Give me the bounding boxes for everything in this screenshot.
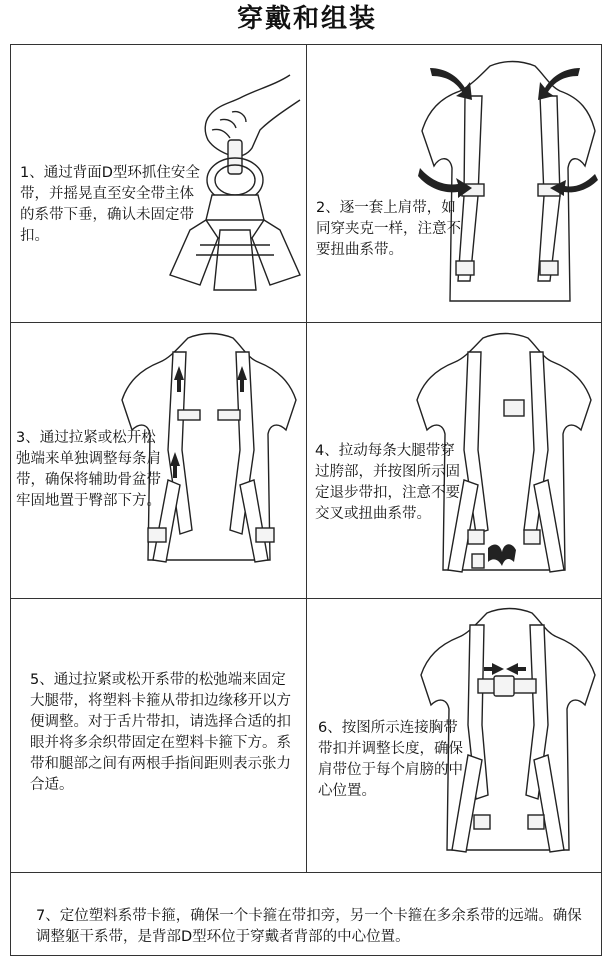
step-3-text: 3、通过拉紧或松开松弛端来单独调整每条肩带，确保将辅助骨盆带牢固地置于臀部下方。 (16, 430, 161, 509)
torso-harness-shoulder-arrows-icon (410, 56, 600, 311)
hand-holding-harness-icon (160, 70, 310, 300)
row-divider (10, 872, 602, 873)
page-title: 穿戴和组装 (236, 4, 377, 34)
step-1-text: 1、通过背面D型环抓住安全带，并摇晃直至安全带主体的系带下垂，确认未固定带扣。 (20, 165, 200, 244)
step-6-text: 6、按图所示连接胸带带扣并调整长度，确保肩带位于每个肩膀的中心位置。 (318, 720, 463, 799)
step-7-text: 7、定位塑料系带卡箍，确保一个卡箍在带扣旁，另一个卡箍在多余系带的远端。确保调整躯干系带，是背部D型环位于穿戴者背部的中心位置。 (36, 908, 582, 945)
step-2-text: 2、逐一套上肩带，如同穿夹克一样，注意不要扭曲系带。 (316, 200, 461, 258)
step-5-text: 5、通过拉紧或松开系带的松弛端来固定大腿带，将塑料卡箍从带扣边缘移开以方便调整。对于舌片带扣，请选择合适的扣眼并将多余织带固定在塑料卡箍下方。系带和腿部之间有两根手指间距则表示张力合适。 (30, 672, 291, 793)
torso-harness-adjust-arrows-icon (118, 330, 303, 585)
step-4-text: 4、拉动每条大腿带穿过胯部，并按图所示固定退步带扣，注意不要交叉或扭曲系带。 (315, 443, 460, 522)
